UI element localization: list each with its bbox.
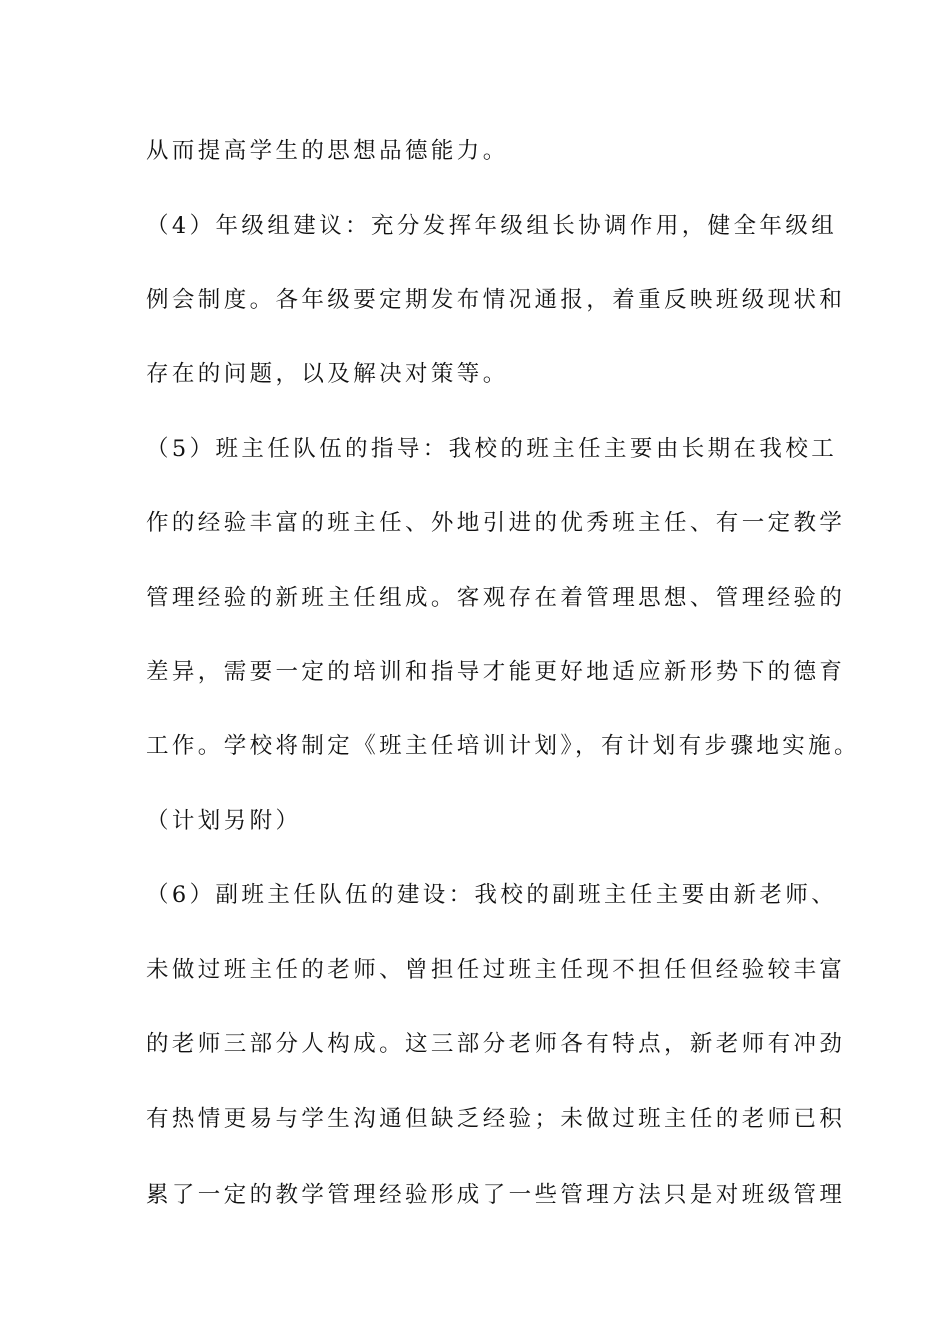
text-line: 累了一定的教学管理经验形成了一些管理方法只是对班级管理 (146, 1182, 846, 1208)
text-line: 工作。学校将制定《班主任培训计划》，有计划有步骤地实施。 (146, 733, 860, 759)
text-line: 存在的问题，以及解决对策等。 (146, 361, 509, 387)
text-line: 例会制度。各年级要定期发布情况通报，着重反映班级现状和 (146, 287, 846, 313)
text-line: 差异，需要一定的培训和指导才能更好地适应新形势下的德育 (146, 659, 846, 685)
text-line: （计划另附） (146, 808, 302, 834)
text-line: 未做过班主任的老师、曾担任过班主任现不担任但经验较丰富 (146, 957, 846, 983)
text-line: 管理经验的新班主任组成。客观存在着管理思想、管理经验的 (146, 585, 846, 611)
text-line: 从而提高学生的思想品德能力。 (146, 138, 509, 164)
text-line: 有热情更易与学生沟通但缺乏经验；未做过班主任的老师已积 (146, 1106, 846, 1132)
text-line: （4）年级组建议：充分发挥年级组长协调作用，健全年级组 (146, 213, 838, 239)
text-line: 的老师三部分人构成。这三部分老师各有特点，新老师有冲劲 (146, 1031, 846, 1057)
text-line: 作的经验丰富的班主任、外地引进的优秀班主任、有一定教学 (146, 510, 846, 536)
text-line: （5）班主任队伍的指导：我校的班主任主要由长期在我校工 (146, 436, 838, 462)
text-line: （6）副班主任队伍的建设：我校的副班主任主要由新老师、 (146, 882, 838, 908)
